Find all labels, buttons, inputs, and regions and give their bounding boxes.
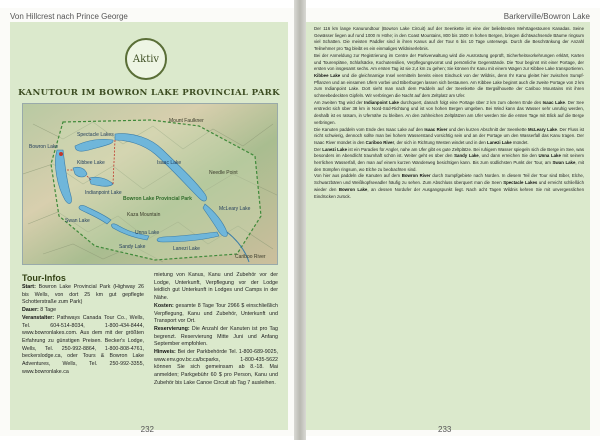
tour-info-entry	[154, 272, 278, 303]
tour-info-label: Veranstalter:	[22, 314, 55, 321]
aktiv-badge	[125, 38, 167, 80]
tour-info-text: Pathways Canada Tour Co., Wells, Tel. 604-514-8034, 1-800-434-8444, www.bowronlakes.com. Aus dem mit der größten Erfahrung zu günstigen Preisen. Becker's Lodge, Wells, Tel. 250-992-8864, 1-800-808-4761, beckerslodge.ca, oder Tours & Bowron Lake Adventures, Wells, Tel. 250-992-3355, www.bowronlake.ca	[22, 314, 144, 375]
body-paragraph	[314, 100, 584, 127]
body-text-run: ist ein Paradies für Angler, nahe am Ufer gibt es gute Zeltplätze. Bei ruhigem Wasser spiegeln sich die Berge im See, was besonders im Abendlicht traumhaft schön ist. Weiter geht es über den	[314, 146, 585, 159]
book-gutter	[294, 0, 306, 440]
body-text-run: , an dessen Nordufer der Ausgangspunkt liegt. Nach acht Tagen Wildnis kehren Sie mit unvergesslichen Eindrücken zurück.	[314, 186, 584, 199]
map-label-swan-lake: Swan Lake	[65, 218, 90, 224]
body-text-run: mit seinem herrlichen Wasserfall, den man auf einem kurzen Wanderweg besichtigen kann. Bis zum südlichsten Punkt der Tour, am	[314, 153, 584, 166]
tour-info-label: Start:	[22, 284, 36, 290]
tour-info-entry	[154, 349, 278, 388]
body-text-run: Der 116 km lange Kanurundtour (Bowron Lake Circuit) auf der Seenkette ist eine der beliebtesten Mehrtagestouren Kanadas. Seine Gewässer liegen auf rund 1000 m Höhe; in den Coast Mountains, 800 bis 1500 m hohen Bergen, bringen dichtwachsende Bäume ringsum viel Schatten. Die meisten Paddler sind in ihren Kanus auf der Tour 6 bis 10 Tage unterwegs. Durch die Beschränkung der Anzahl Teilnehmer pro Tag bleibt es ein einmaliges Wildniserlebnis.	[314, 26, 584, 52]
body-text-run: Der	[314, 146, 323, 152]
map-label-lanezi-lake: Lanezi Lake	[173, 246, 200, 252]
start-point-marker	[59, 152, 63, 156]
tour-info-text: Bei der Parkbehörde Tel. 1-800-689-9025, www.env.gov.bc.ca/bcparks, 1-800-435-5622 können Sie sich gemeinsam ab 8.-18. Mai anmelden; Parkgebühr 60 $ pro Person, Kanu und Zubehör bis Lake Canoe Circuit ab Tag 7 ausleihen.	[154, 349, 278, 386]
right-running-head: Barkerville/Bowron Lake	[503, 12, 590, 21]
place-name: McLeary Lake	[528, 126, 557, 132]
map-label-kibbee-lake: Kibbee Lake	[77, 160, 105, 166]
tour-info-text: mietung von Kanus, Kanu und Zubehör vor der Lodge, Unterkunft, Verpflegung vor der Lodge leidlich gut Unterkunft in Lodges und Camps in der Nähe.	[154, 272, 278, 302]
body-text-run: , der sich in Richtung Westen windet und in den	[394, 139, 488, 145]
activity-box-title: KANUTOUR IM BOWRON LAKE PROVINCIAL PARK	[18, 88, 280, 98]
body-text-run: durch Sumpfgebiete nach Norden. In diesem Teil der Tour sind Biber, Elche, Schwarzbären und Weißkopfseeadler häufig zu sehen. Zum Abschluss überquert man die Seen	[314, 173, 584, 186]
place-name: Bowron Lake	[338, 186, 368, 192]
body-text-run: . Der See erstreckt sich über 38 km in Nord-Süd-Richtung und ist von hohen Bergen umgeben. Bei Wind kann das Wasser sehr unruhig werden, deshalb ist es ratsam, in Ufernähe zu bleiben. An den zahlreichen Zeltplätzen am Ufer werden Sie die ersten Tage mit Blick auf die Berge verbringen.	[314, 99, 584, 125]
right-page	[306, 8, 600, 436]
tour-info-column-left	[22, 284, 144, 376]
body-paragraph	[314, 53, 584, 100]
body-text-run: Am zweiten Tag wird der	[314, 99, 365, 105]
tour-info-column-right	[154, 272, 278, 388]
body-text-run: und erreicht schließlich wieder den	[314, 180, 584, 192]
place-name: Cariboo River	[365, 139, 395, 145]
aktiv-badge-label: Aktiv	[132, 53, 160, 65]
tour-info-entry	[154, 326, 278, 349]
map-label-cariboo-river: Cariboo River	[235, 254, 266, 260]
body-text-run: . Der Fluss ist nicht schwierig, dennoch sollte man bei hohem Wasserstand vorsichtig sein und an der Portage um den Wasserfall das Kanu tragen. Der Isaac River mündet in den	[314, 126, 584, 145]
body-text-run: Die Kanuten paddeln vom Ende des Isaac Lake auf den	[314, 126, 425, 132]
tour-info-entry	[154, 303, 278, 326]
map-label-kaza-mountain: Kaza Mountain	[127, 212, 161, 218]
map-label-needle-point: Needle Point	[209, 170, 238, 176]
tour-info-text: Die Anzahl der Kanuten ist pro Tag begrenzt. Reservierung Mitte Juni und Anfang September empfohlen.	[154, 325, 278, 348]
map-label-bowron-lake: Bowron Lake	[29, 144, 59, 150]
place-name: Spectacle Lakes	[503, 180, 538, 186]
tour-info-text: 8 Tage	[38, 307, 57, 314]
body-paragraph	[314, 26, 584, 53]
map-label-mcleary-lake: McLeary Lake	[219, 206, 251, 212]
map-graphic	[23, 104, 278, 265]
tour-info-text: Bowron Lake Provincial Park (Highway 26 bis Wells, von dort 25 km gut gepflegte Schotterstraße zum Park)	[22, 284, 144, 306]
map-label-isaac-lake: Isaac Lake	[157, 160, 182, 166]
place-name: Kibbee Lake	[314, 72, 341, 78]
tour-info-label: Reservierung:	[154, 325, 190, 332]
place-name: Swan Lake	[552, 160, 576, 166]
tour-info-label: Dauer:	[22, 307, 39, 314]
body-text-run: mündet.	[511, 139, 529, 145]
left-page-number: 232	[140, 425, 154, 434]
map-label-sandy-lake: Sandy Lake	[119, 244, 146, 250]
map-label-spectacle-lakes: Spectacle Lakes	[77, 132, 114, 138]
place-name: Sandy Lake	[454, 153, 479, 159]
body-text-run: durchquert, danach folgt eine Portage über 2 km zum oberen Ende des	[398, 99, 543, 105]
map-label-indianpoint-lake: Indianpoint Lake	[85, 190, 122, 196]
place-name: Isaac Lake	[542, 99, 565, 105]
place-name: Bowron River	[401, 173, 431, 179]
body-paragraph	[314, 127, 584, 147]
tour-description	[314, 26, 584, 200]
bowron-lake-map	[22, 103, 278, 265]
map-label-unna-lake: Unna Lake	[135, 230, 160, 236]
body-paragraph	[314, 173, 584, 200]
body-text-run: Von hier aus paddeln die Kanuten auf dem	[314, 173, 402, 179]
tour-info-label: Kosten:	[154, 302, 174, 309]
tour-info-entry	[22, 315, 144, 377]
body-text-run: und die gleichnamige Insel vermitteln bereits einen Eindruck von der Wildnis, denn Ihr Kanu gleitet hier zwischen Sumpf-Pflanzen und an einsamen Ufern vorbei und Biberburgen lassen sich bestaunen. Am Kibbee Lake beginnt auch die zweite Portage von 2 km zum Indianpoint Lake. Dort sieht man nach dem Paddeln auf der Seenkette die Bergsilhouette der Cariboo Mountains mit ihren schneebedeckten Gipfeln. Wir verbringen die Nacht auf dem Zeltplatz am Ufer.	[314, 72, 585, 99]
place-name: Lanezi Lake	[322, 146, 348, 152]
body-text-run: , und dann erreichen Sie den	[478, 153, 539, 159]
map-label-mount-faulkner: Mount Faulkner	[169, 118, 204, 124]
place-name: Isaac River	[424, 126, 448, 132]
place-name: Unna Lake	[538, 153, 561, 159]
tour-info-entry	[22, 284, 144, 307]
place-name: Lanezi Lake	[487, 139, 512, 145]
tour-info-title: Tour-Infos	[22, 273, 66, 283]
tour-info-text: gesamte 8 Tage Tour 2966 $ einschließlich Verpflegung, Kanu und Zubehör, Unterkunft und Transport vor Ort.	[154, 302, 278, 325]
body-paragraph	[314, 147, 584, 174]
body-text-run: , mit den Sümpfen ringsum, wo Elche zu beobachten sind.	[314, 160, 584, 172]
body-text-run: und den kurzen Abschnitt der Seenkette	[447, 126, 529, 132]
left-page	[0, 8, 294, 436]
left-running-head: Von Hillcrest nach Prince George	[10, 12, 128, 21]
map-label-park: Bowron Lake Provincial Park	[123, 196, 192, 202]
tour-info-label: Hinweis:	[154, 349, 176, 356]
place-name: Indianpoint Lake	[364, 99, 399, 105]
tour-info-entry	[22, 307, 144, 315]
right-page-number: 233	[438, 425, 452, 434]
body-text-run: Bei der Anmeldung zur Registrierung im Centre der Parkverwaltung wird die Ausrüstung geprüft, Sicherheitsvorkehrungen erklärt, Karten und Tourenpläne, Schlafsäcke, Kochutensilien, Verpflegungsvorrat und persönliche Gegenstände. Die Tour beginnt mit einer Portage, der ersten von insgesamt sechs. Am ersten Tag ist sie 2,4 km zu gehen; Sie können Ihr Kanu mit einem Wagen zur Kibbee Lake transportieren.	[314, 52, 584, 72]
